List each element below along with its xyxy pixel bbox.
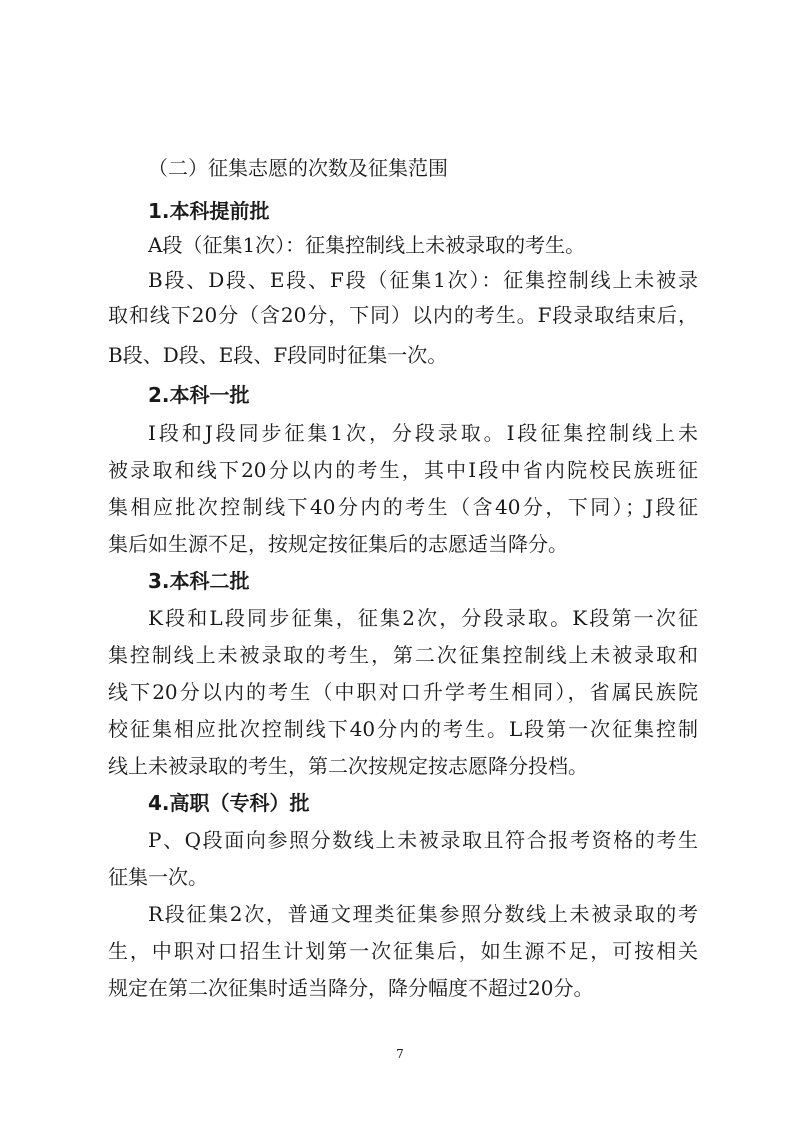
paragraph-line: 校征集相应批次控制线下40分内的考生。L段第一次征集控制 [108,717,698,741]
subsection-heading-2: 2.本科一批 [148,383,250,407]
paragraph-line: 生，中职对口招生计划第一次征集后，如生源不足，可按相关 [108,939,698,963]
subsection-heading-4: 4.高职（专科）批 [148,791,310,815]
paragraph-line: P、Q段面向参照分数线上未被录取且符合报考资格的考生 [148,828,698,852]
paragraph-line: K段和L段同步征集，征集2次，分段录取。K段第一次征 [148,606,698,630]
paragraph-line: 集相应批次控制线下40分内的考生（含40分，下同）；J段征 [108,495,698,519]
paragraph-line: 线上未被录取的考生，第二次按规定按志愿降分投档。 [108,754,588,778]
subsection-heading-1: 1.本科提前批 [148,199,270,223]
page-number: 7 [396,1047,404,1061]
paragraph-line: 规定在第二次征集时适当降分，降分幅度不超过20分。 [108,976,594,1000]
subsection-heading-3: 3.本科二批 [148,569,250,593]
paragraph-line: 集控制线上未被录取的考生，第二次征集控制线上未被录取和 [108,643,698,667]
paragraph-line: 线下20分以内的考生（中职对口升学考生相同），省属民族院 [108,680,698,704]
paragraph-line: 被录取和线下20分以内的考生，其中I段中省内院校民族班征 [108,458,698,482]
paragraph-line: 取和线下20分（含20分，下同）以内的考生。F段录取结束后， [108,303,698,327]
paragraph-line: 集后如生源不足，按规定按征集后的志愿适当降分。 [108,532,568,556]
paragraph-line: B段、D段、E段、F段（征集1次）：征集控制线上未被录 [148,268,698,292]
section-heading: （二）征集志愿的次数及征集范围 [148,156,448,180]
paragraph-line: R段征集2次，普通文理类征集参照分数线上未被录取的考 [148,902,698,926]
paragraph-line: A段（征集1次）：征集控制线上未被录取的考生。 [148,233,586,257]
paragraph-line: B段、D段、E段、F段同时征集一次。 [108,343,448,367]
paragraph-line: I段和J段同步征集1次，分段录取。I段征集控制线上未 [148,421,698,445]
paragraph-line: 征集一次。 [108,865,208,889]
